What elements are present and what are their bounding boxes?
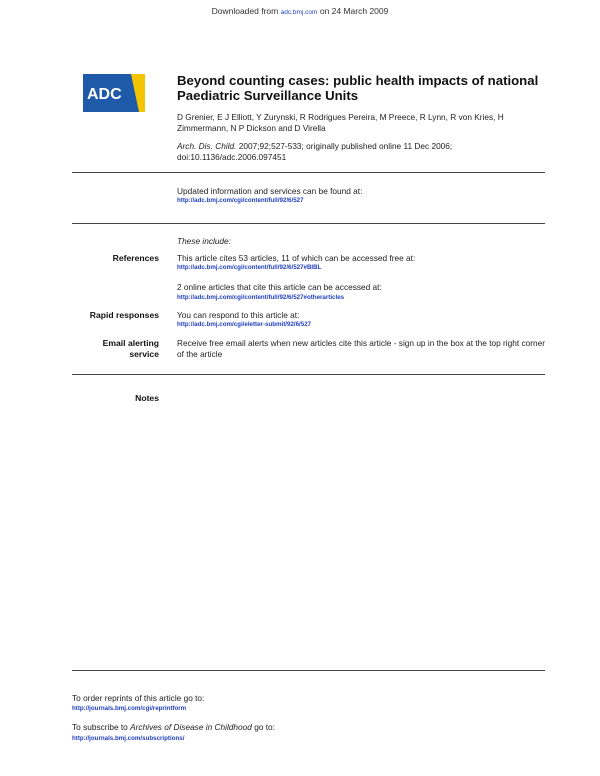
subscribe-link[interactable]: http://journals.bmj.com/subscriptions/ xyxy=(72,735,185,742)
email-alerting-label-line2: service xyxy=(129,348,159,359)
subscribe-suffix: go to: xyxy=(254,722,275,732)
article-doi: doi:10.1136/adc.2006.097451 xyxy=(177,151,287,162)
updated-info-link[interactable]: http://adc.bmj.com/cgi/content/full/92/6/527 xyxy=(177,197,304,204)
email-alerting-label xyxy=(60,338,159,359)
adc-logo xyxy=(83,74,145,112)
citing-articles-link[interactable]: http://adc.bmj.com/cgi/content/full/92/6/527#otherarticles xyxy=(177,294,345,301)
subscribe-prefix: To subscribe to xyxy=(72,722,128,732)
divider-lower xyxy=(72,374,545,375)
references-text: This article cites 53 articles, 11 of which can be accessed free at: xyxy=(177,253,416,263)
journal-name: Arch. Dis. Child. xyxy=(177,141,237,151)
reprints-link[interactable]: http://journals.bmj.com/cgi/reprintform xyxy=(72,705,187,712)
divider-mid xyxy=(72,223,545,224)
references-link[interactable]: http://adc.bmj.com/cgi/content/full/92/6/527#BIBL xyxy=(177,264,322,271)
rapid-responses-link[interactable]: http://adc.bmj.com/cgi/eletter-submit/92/6/527 xyxy=(177,321,312,328)
article-citation xyxy=(177,141,547,162)
reprints-text: To order reprints of this article go to: xyxy=(72,693,205,703)
article-authors: D Grenier, E J Elliott, Y Zurynski, R Rodrigues Pereira, M Preece, R Lynn, R von Kries, H Zimmermann, N P Dickson and D Virella xyxy=(177,112,504,133)
references-label: References xyxy=(112,253,159,263)
download-banner-prefix: Downloaded from xyxy=(211,6,279,16)
citation-details: 2007;92;527-533; originally published online 11 Dec 2006; xyxy=(238,141,453,151)
rapid-responses-label: Rapid responses xyxy=(89,310,159,320)
divider-top xyxy=(72,172,545,173)
divider-footer xyxy=(72,670,545,671)
citing-articles-text: 2 online articles that cite this article can be accessed at: xyxy=(177,282,382,292)
email-alerting-text: Receive free email alerts when new articles cite this article - sign up in the box at the top right corner of the article xyxy=(177,338,546,359)
download-banner-suffix: on 24 March 2009 xyxy=(319,6,389,16)
notes-label: Notes xyxy=(135,393,159,403)
download-banner-link[interactable]: adc.bmj.com xyxy=(280,9,318,16)
article-title: Beyond counting cases: public health impacts of national Paediatric Surveillance Units xyxy=(177,73,539,103)
download-banner xyxy=(0,6,600,16)
rapid-responses-text: You can respond to this article at: xyxy=(177,310,300,320)
these-include-label: These include: xyxy=(177,236,231,246)
subscribe-journal: Archives of Disease in Childhood xyxy=(130,722,252,732)
email-alerting-label-line1: Email alerting xyxy=(102,338,159,348)
subscribe-text xyxy=(72,722,275,732)
updated-info-text: Updated information and services can be found at: xyxy=(177,186,363,196)
adc-logo-text: ADC xyxy=(87,86,122,103)
